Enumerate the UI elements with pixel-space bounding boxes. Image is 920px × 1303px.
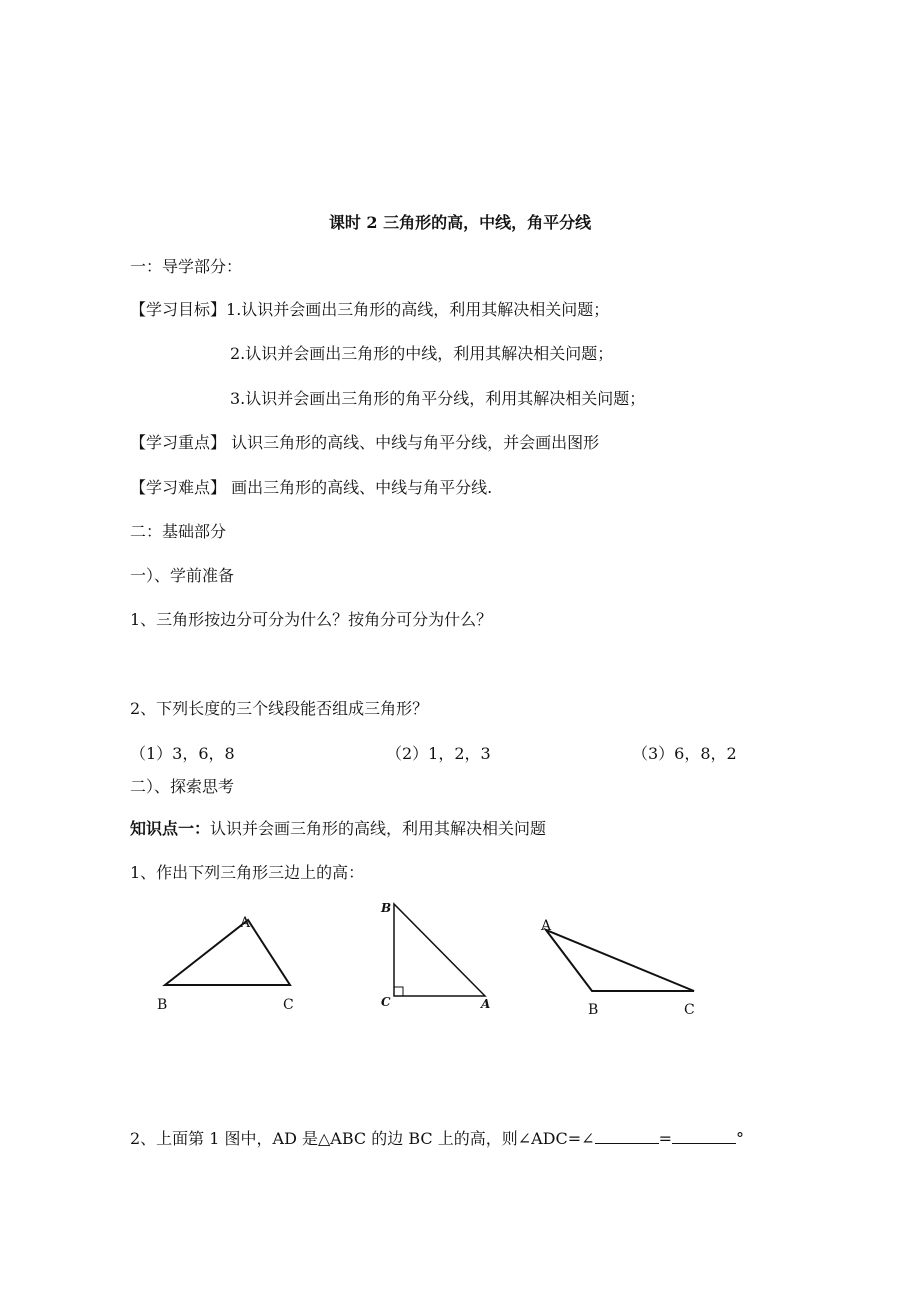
answer-blank-2[interactable] [672,1129,736,1144]
kp1-label: 知识点一： [130,819,211,838]
fig3-label-a: A [541,918,552,934]
key-label: 【学习重点】 [130,433,227,452]
question-3: 1、作出下列三角形三边上的高： [130,863,365,882]
fig1-label-c: C [283,997,294,1013]
question-4-suffix: ° [735,1129,744,1148]
goal-label: 【学习目标】 [130,300,227,319]
subsection-preparation: 一）、学前准备 [130,566,235,585]
triangle-figure-1 [157,915,294,1013]
question-2-option-1: （1）3，6，8 [130,744,235,763]
key-text: 认识三角形的高线、中线与角平分线，并会画出图形 [231,433,600,452]
page-title: 课时 2 三角形的高，中线，角平分线 [328,213,592,232]
question-2: 2、下列长度的三个线段能否组成三角形？ [130,699,429,718]
question-4-equals: = [658,1129,672,1148]
diff-text: 画出三角形的高线、中线与角平分线. [231,478,493,497]
section-basic-heading: 二：基础部分 [130,522,227,541]
learning-goal-2: 2.认识并会画出三角形的中线，利用其解决相关问题； [230,344,614,363]
triangle-3-shape [546,930,694,991]
question-1: 1、三角形按边分可分为什么？按角分可分为什么？ [130,610,493,629]
section-guide-heading: 一：导学部分： [130,257,243,276]
fig2-label-c: C [381,995,391,1009]
question-4-prefix: 2、上面第 1 图中，AD 是△ABC 的边 BC 上的高，则∠ADC=∠ [130,1129,595,1148]
fig2-label-b: B [381,901,392,915]
fig1-label-a: A [240,915,251,931]
triangle-figure-3 [540,918,695,1018]
triangle-2-shape [394,904,485,996]
kp1-text: 认识并会画三角形的高线，利用其解决相关问题 [210,819,547,838]
fig2-label-a: A [481,997,491,1011]
subsection-explore: 二）、探索思考 [130,777,235,796]
diff-label: 【学习难点】 [130,478,227,497]
question-2-option-3: （3）6，8，2 [632,744,737,763]
question-4 [130,1129,744,1149]
question-2-option-2: （2）1，2，3 [386,744,491,763]
answer-blank-1[interactable] [595,1129,659,1144]
goal-1-text: 1.认识并会画出三角形的高线，利用其解决相关问题； [226,300,610,319]
learning-goal-3: 3.认识并会画出三角形的角平分线，利用其解决相关问题； [230,389,646,408]
fig3-label-c: C [684,1002,695,1018]
triangle-figure-2 [380,901,490,1011]
fig3-label-b: B [588,1002,599,1018]
right-angle-mark [394,987,403,996]
fig1-label-b: B [157,997,168,1013]
triangle-1-shape [165,920,290,985]
